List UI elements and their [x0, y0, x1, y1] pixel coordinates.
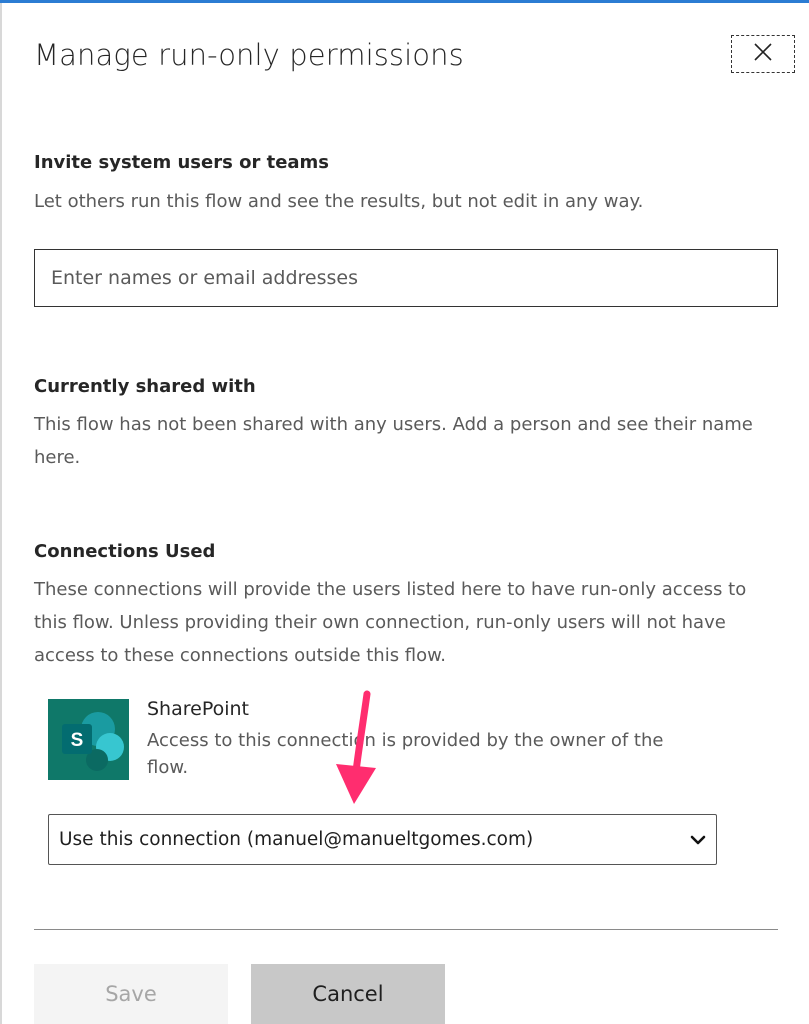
- invite-heading: Invite system users or teams: [34, 152, 330, 173]
- connections-heading: Connections Used: [34, 541, 216, 562]
- connection-select-value: Use this connection (manuel@manueltgomes.com): [59, 829, 534, 850]
- footer-divider: [34, 929, 778, 930]
- cancel-button[interactable]: Cancel: [251, 964, 445, 1024]
- connections-description: These connections will provide the users listed here to have run-only access to this flow. Unless providing their own connection, run-only users will not have access to these connections outside this flow.: [34, 579, 747, 666]
- panel-left-border: [0, 3, 2, 1024]
- sharepoint-icon: [48, 699, 129, 780]
- close-icon: [753, 42, 773, 66]
- shared-heading: Currently shared with: [34, 376, 256, 397]
- shared-description: This flow has not been shared with any users. Add a person and see their name here.: [34, 414, 753, 468]
- save-button[interactable]: Save: [34, 964, 228, 1024]
- connection-select[interactable]: [48, 814, 717, 865]
- connector-description: Access to this connection is provided by the owner of the flow.: [147, 730, 664, 778]
- invite-description: Let others run this flow and see the results, but not edit in any way.: [34, 191, 644, 212]
- invite-input[interactable]: [34, 249, 778, 307]
- close-button[interactable]: [731, 35, 795, 73]
- chevron-down-icon: [690, 832, 706, 848]
- top-accent-bar: [0, 0, 809, 3]
- annotation-arrow-icon: [330, 690, 390, 810]
- svg-text:S: S: [70, 730, 84, 751]
- connector-name: SharePoint: [147, 698, 250, 720]
- dialog-title: Manage run-only permissions: [34, 38, 464, 72]
